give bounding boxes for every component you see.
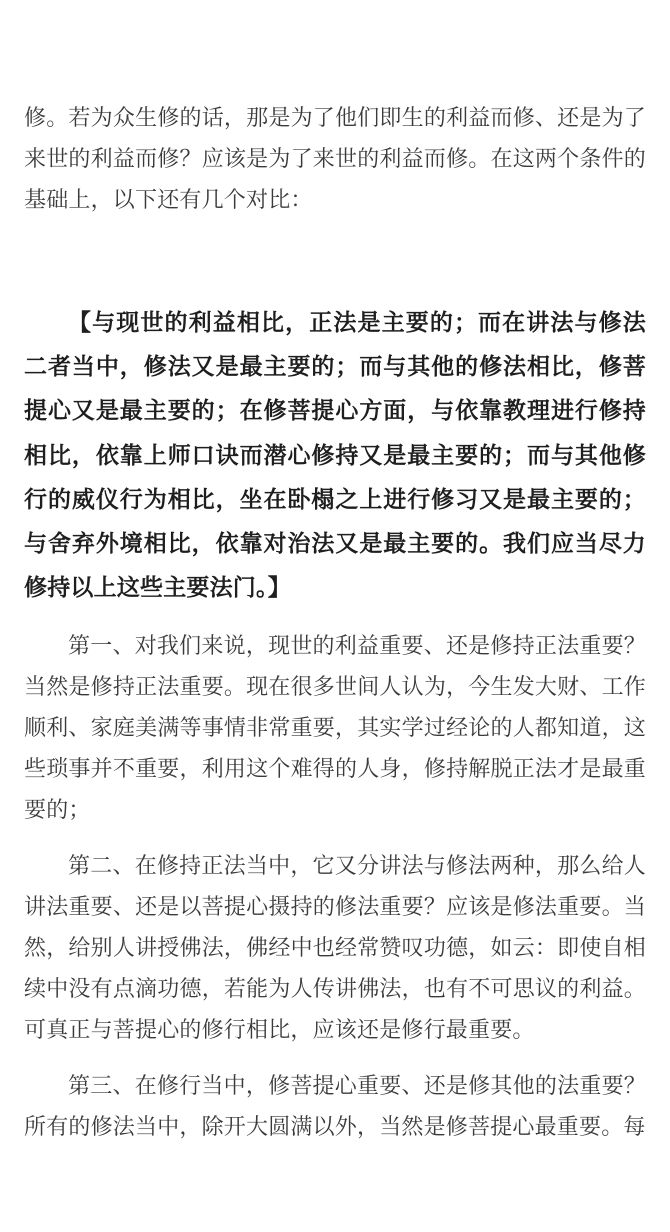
- root-text-paragraph: 【与现世的利益相比，正法是主要的；而在讲法与修法二者当中，修法又是最主要的；而与其他的修法相比，修菩提心又是最主要的；在修菩提心方面，与依靠教理进行修持相比，依靠上师口诀而潜心修持又是最主要的；而与其他修行的威仪行为相比，坐在卧榻之上进行修习又是最主要的；与舍弃外境相比，依靠对治法又是最主要的。我们应当尽力修持以上这些主要法门。】: [24, 309, 646, 602]
- first-point-paragraph: 第一、对我们来说，现世的利益重要、还是修持正法重要？当然是修持正法重要。现在很多世间人认为，今生发大财、工作顺利、家庭美满等事情非常重要，其实学过经论的人都知道，这些琐事并不重要，利用这个难得的人身，修持解脱正法才是最重要的；: [24, 634, 646, 824]
- document-page: [24, 98, 646, 1163]
- intro-paragraph: 修。若为众生修的话，那是为了他们即生的利益而修、还是为了来世的利益而修？应该是为了来世的利益而修。在这两个条件的基础上，以下还有几个对比：: [24, 106, 646, 213]
- third-point-paragraph: 第三、在修行当中，修菩提心重要、还是修其他的法重要？所有的修法当中，除开大圆满以外，当然是修菩提心最重要。每: [24, 1074, 646, 1141]
- second-point-paragraph: 第二、在修持正法当中，它又分讲法与修法两种，那么给人讲法重要、还是以菩提心摄持的修法重要？应该是修法重要。当然，给别人讲授佛法，佛经中也经常赞叹功德，如云：即使自相续中没有点滴功德，若能为人传讲佛法，也有不可思议的利益。可真正与菩提心的修行相比，应该还是修行最重要。: [24, 854, 646, 1044]
